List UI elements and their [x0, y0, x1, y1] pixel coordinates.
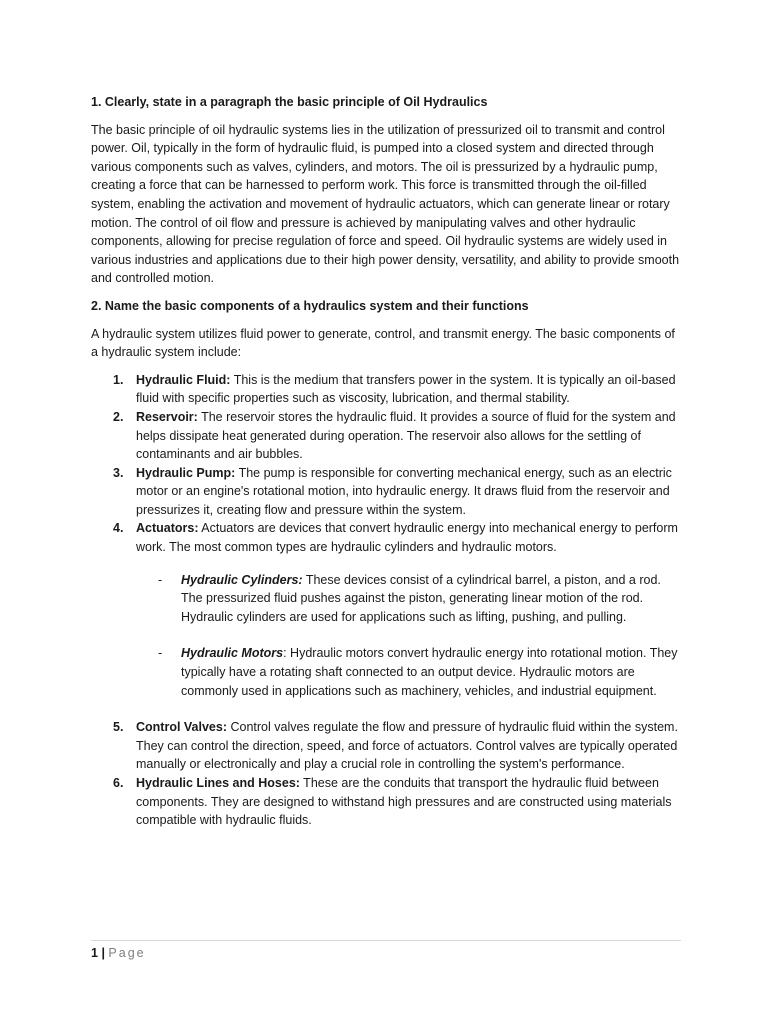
item-number: 2. [113, 409, 124, 424]
page-number: 1 [91, 946, 98, 960]
list-item [91, 408, 681, 464]
item-term: Hydraulic Fluid: [136, 372, 231, 387]
page-label: Page [108, 946, 146, 960]
question-2-heading: 2. Name the basic components of a hydraulics system and their functions [91, 298, 529, 313]
actuator-types-list [136, 571, 681, 701]
item-number: 5. [113, 720, 124, 735]
sub-item-term: Hydraulic Cylinders: [181, 572, 303, 587]
item-text: These are the conduits that transport the hydraulic fluid between components. They are designed to withstand high pressures and are constructed using materials compatible with hydraulic fluids. [136, 776, 672, 828]
item-number: 4. [113, 521, 124, 536]
dash-bullet: - [158, 572, 163, 587]
question-1-paragraph: The basic principle of oil hydraulic systems lies in the utilization of pressurized oil to transmit and control power. Oil, typically in the form of hydraulic fluid, is pumped into a closed system and directed through various components such as valves, cylinders, and motors. The oil is pressurized by a hydraulic pump, creating a force that can be harnessed to perform work. This force is transmitted through the oil-filled system, enabling the activation and movement of hydraulic actuators, which can generate linear or rotary motion. The control of oil flow and pressure is achieved by manipulating valves and other hydraulic components, allowing for precise regulation of force and speed. Oil hydraulic systems are widely used in various industries and applications due to their high power density, versatility, and ability to provide smooth and controlled motion. [91, 122, 680, 286]
item-term: Reservoir: [136, 409, 198, 424]
sub-item-term: Hydraulic Motors [181, 646, 284, 661]
dash-bullet: - [158, 646, 163, 661]
list-item [91, 718, 681, 774]
question-2-intro: A hydraulic system utilizes fluid power to generate, control, and transmit energy. The basic components of a hydraulic system include: [91, 326, 675, 360]
page-content [91, 93, 681, 830]
item-number: 6. [113, 776, 124, 790]
sub-item-text: These devices consist of a cylindrical barrel, a piston, and a rod. The pressurized fluid pushes against the piston, generating linear motion of the rod. Hydraulic cylinders are used for applications such as lifting, pushing, and pulling. [181, 572, 661, 624]
footer-separator: | [101, 946, 105, 960]
item-text: The reservoir stores the hydraulic fluid. It provides a source of fluid for the system and helps dissipate heat generated during operation. The reservoir also allows for the settling of contaminants and air bubbles. [136, 409, 676, 462]
page-footer [91, 944, 146, 963]
sub-list-item [136, 644, 681, 700]
footer-divider [91, 940, 681, 941]
list-item [91, 464, 681, 520]
item-text: The pump is responsible for converting mechanical energy, such as an electric motor or an engine's rotational motion, into hydraulic energy. It draws fluid from the reservoir and pressurizes it, creating flow and pressure within the system. [136, 465, 672, 517]
item-term: Actuators: [136, 521, 199, 536]
item-text: Control valves regulate the flow and pressure of hydraulic fluid within the system. They can control the direction, speed, and force of actuators. Control valves are typically operated manually or electronically and play a crucial role in controlling the system's performance. [136, 720, 678, 772]
list-item [91, 371, 681, 408]
components-list [91, 371, 681, 830]
item-text: This is the medium that transfers power in the system. It is typically an oil-based fluid with specific properties such as viscosity, lubrication, and thermal stability. [136, 372, 676, 406]
question-1-heading: 1. Clearly, state in a paragraph the basic principle of Oil Hydraulics [91, 95, 488, 109]
sub-item-text: : Hydraulic motors convert hydraulic energy into rotational motion. They typically have a rotating shaft connected to an output device. Hydraulic motors are commonly used in applications such as machinery, vehicles, and industrial equipment. [181, 646, 678, 698]
item-term: Control Valves: [136, 720, 227, 735]
sub-list-item [136, 571, 681, 627]
item-number: 3. [113, 465, 124, 480]
item-term: Hydraulic Pump: [136, 465, 236, 480]
item-term: Hydraulic Lines and Hoses: [136, 776, 300, 790]
item-number: 1. [113, 372, 124, 387]
list-item [91, 774, 681, 830]
list-item [91, 519, 681, 700]
item-text: Actuators are devices that convert hydraulic energy into mechanical energy to perform work. The most common types are hydraulic cylinders and hydraulic motors. [136, 521, 678, 555]
